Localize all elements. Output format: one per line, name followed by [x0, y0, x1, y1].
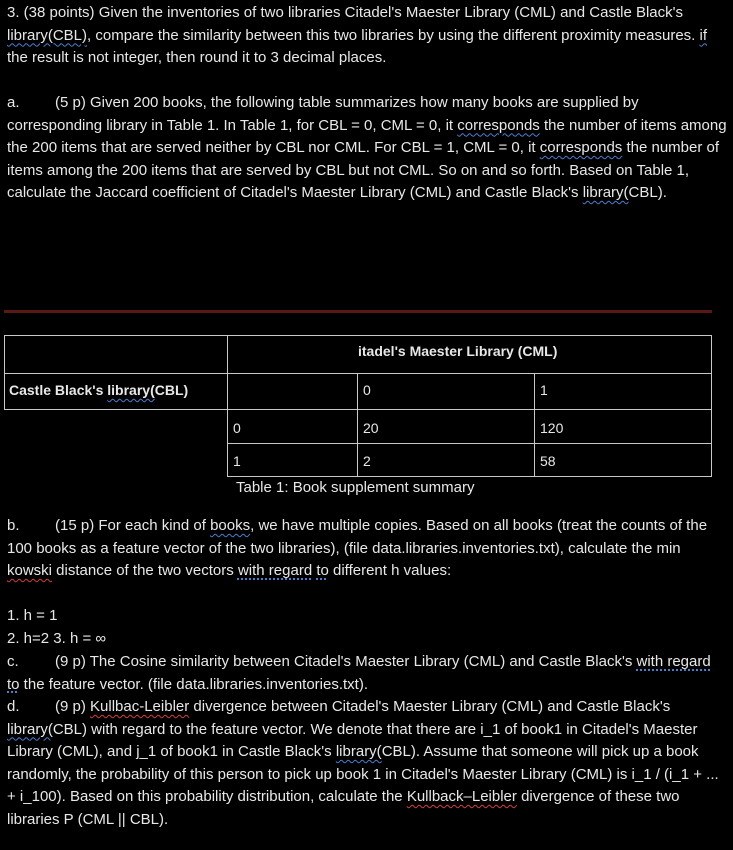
table-cell [357, 373, 535, 410]
part-a-paragraph: a. (5 p) Given 200 books, the following table summarizes how many books are supplied by corresponding library in Table 1. In Table 1, for CBL = 0, CML = 0, it corresponds the number of items among the 200 items that are served neither by CBL nor CML. For CBL = 1, CML = 0, it corresponds the number of items among the 200 items that are served by CBL but not CML. So on and so forth. Based on Table 1, calculate the Jaccard coefficient of Citadel's Maester Library (CML) and Castle Black's library(CBL). [7, 94, 727, 201]
spellcheck-word: books [210, 517, 251, 534]
table-cell [227, 443, 358, 477]
cml-value-0: 0 [363, 382, 371, 398]
spellcheck-word: corresponds [539, 139, 623, 156]
part-c-paragraph: c. (9 p) The Cosine similarity between Citadel's Maester Library (CML) and Castle Black's with regard to the feature vector. (file data.libraries.inventories.txt). [7, 653, 711, 693]
spellcheck-word: library( [107, 382, 155, 398]
spellcheck-word: kowski [7, 562, 53, 579]
part-d-paragraph: d. (9 p) Kullbac-Leibler divergence between Citadel's Maester Library (CML) and Castle Black's library(CBL) with regard to the feature vector. We denote that there are i_1 of book1 in Citadel's Maester Library (CML), and j_1 of book1 in Castle Black's library(CBL). Assume that someone will pick up a book randomly, the probability of this person to pick up book 1 in Citadel's Maester Library (CML) is i_1 / (i_1 + ... + i_100). Based on this probability distribution, calculate the Kullback–Leibler divergence of these two libraries P (CML || CBL). [7, 698, 719, 828]
spellcheck-word: corresponds [457, 116, 540, 134]
part-d-label: d. [7, 698, 20, 715]
part-b-label: b. [7, 517, 20, 534]
count-cbl1-cml1: 58 [540, 453, 556, 469]
table-caption: Table 1: Book supplement summary [236, 479, 475, 496]
part-b-paragraph: b. (15 p) For each kind of books, we have multiple copies. Based on all books (treat the counts of the 100 books as a feature vector of the two libraries), (file data.libraries.inventories.txt), calculate the min kowski distance of the two vectors with regard to different h values: [7, 517, 708, 579]
count-cbl0-cml1: 120 [540, 420, 564, 436]
part-a-label: a. [7, 94, 20, 111]
spellcheck-word: library( [335, 743, 382, 760]
spellcheck-word: Kullbac-Leibler [90, 698, 190, 715]
cbl-value-0: 0 [233, 420, 241, 436]
cml-value-1: 1 [540, 382, 548, 398]
grammar-mark: with regard [237, 562, 313, 579]
section-divider [4, 310, 712, 313]
spellcheck-word: Kullback–Leibler [406, 788, 517, 805]
table-cell [227, 373, 358, 410]
cbl-row-header: Castle Black's library(CBL) [9, 382, 189, 398]
question-intro: 3. (38 points) Given the inventories of two libraries Citadel's Maester Library (CML) and Castle Black's library(CBL), compare the similarity between this two libraries by using the different proximity measures. if the result is not integer, then round it to 3 decimal places. [7, 4, 707, 66]
table-corner-cell [4, 335, 228, 374]
h-value-line-2: 2. h=2 3. h = ∞ [7, 630, 107, 647]
spellcheck-word: library( [582, 184, 629, 201]
table-cell [534, 443, 712, 477]
count-cbl1-cml0: 2 [363, 453, 371, 469]
spellcheck-word: library( [7, 720, 53, 738]
table-cell [227, 409, 358, 444]
table-cell [357, 409, 535, 444]
cbl-value-1: 1 [233, 453, 241, 469]
cml-column-header: itadel's Maester Library (CML) [358, 343, 558, 359]
table-cell [357, 443, 535, 477]
grammar-mark: with regard to [7, 653, 711, 693]
spellcheck-word: library(CBL) [7, 26, 88, 44]
grammar-mark: to [316, 562, 329, 579]
part-c-label: c. [7, 653, 19, 670]
count-cbl0-cml0: 20 [363, 420, 379, 436]
table-cell [534, 373, 712, 410]
h-value-line-1: 1. h = 1 [7, 607, 58, 624]
spellcheck-word: if [699, 26, 707, 44]
